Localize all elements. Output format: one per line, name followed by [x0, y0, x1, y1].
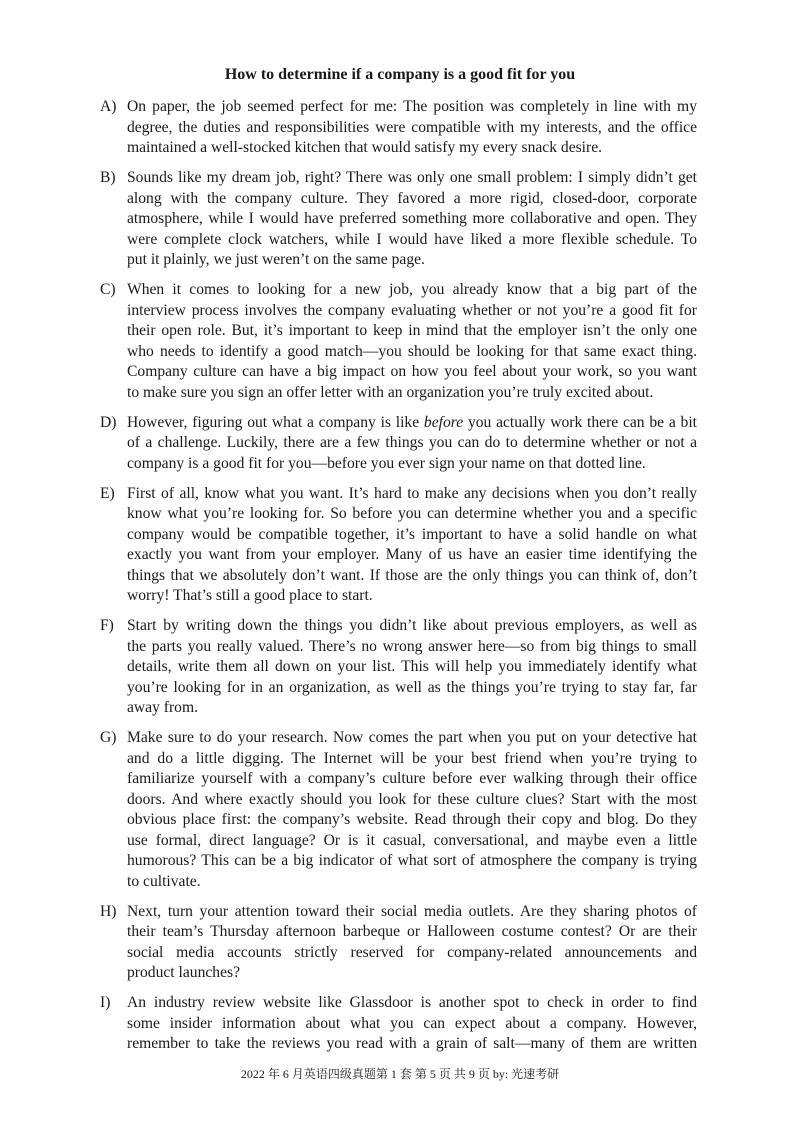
text-line: Sounds like my dream job, right? There was only one small problem: I simply didn’t get: [127, 169, 697, 186]
text-line: humorous? This can be a big indicator of what sort of atmosphere the company is trying: [127, 852, 697, 869]
paragraph-label: F): [100, 617, 114, 634]
text-line: Start by writing down the things you didn’t like about previous employers, as well as: [127, 617, 697, 634]
text-line: along with the company culture. They favored a more rigid, closed-door, corporate: [127, 189, 697, 207]
text-line: obvious place first: the company’s website. Read through their copy and blog. Do they: [127, 811, 697, 828]
paragraph-label: D): [100, 413, 117, 431]
text-line: put it plainly, we just weren’t on the same page.: [127, 251, 425, 268]
text-line: who needs to identify a good match—you should be looking for that same exact thing.: [127, 342, 697, 360]
paragraph-e: [100, 484, 697, 607]
text-line: some insider information about what you can expect about a company. However,: [127, 1014, 697, 1032]
text-line: company would be compatible together, it’s important to have a solid handle on what: [127, 525, 697, 543]
text-line: the parts you really valued. There’s no wrong answer here—so from big things to small: [127, 637, 697, 655]
text-line: of a challenge. Luckily, there are a few things you can do to determine whether or not a: [127, 434, 697, 451]
text-line: you’re looking for in an organization, as well as the things you’re trying to stay far, far: [127, 678, 697, 696]
paragraph-c: [100, 280, 697, 403]
text-line: First of all, know what you want. It’s hard to make any decisions when you don’t really: [127, 484, 697, 502]
paragraph-a: [100, 97, 697, 159]
text-line: know what you’re looking for. So before you can determine whether you and a specific: [127, 505, 697, 522]
article-body: [100, 97, 697, 1055]
text-line: were complete clock watchers, while I would have liked a more flexible schedule. To: [127, 230, 697, 248]
paragraph-label: B): [100, 169, 116, 186]
text-line: away from.: [127, 699, 199, 716]
paragraph-i: [100, 993, 697, 1055]
text-line: to cultivate.: [127, 872, 201, 890]
text-line: to make sure you sign an offer letter with an organization you’re truly excited about.: [127, 383, 654, 401]
text-line: exactly you want from your employer. Many of us have an easier time identifying the: [127, 546, 697, 563]
emphasized-text: before: [423, 413, 464, 431]
text-line: Next, turn your attention toward their social media outlets. Are they sharing photos of: [127, 902, 697, 920]
text-line: social media accounts strictly reserved for company-related announcements and: [127, 943, 697, 961]
paragraph-d: [100, 413, 697, 475]
text-line: [127, 413, 697, 434]
paragraph-g: [100, 728, 697, 892]
paragraph-label: E): [100, 484, 115, 502]
text-line: On paper, the job seemed perfect for me: The position was completely in line with my: [127, 98, 697, 115]
text-line: doors. And where exactly should you look for these culture clues? Start with the most: [127, 790, 697, 808]
text-line: degree, the duties and responsibilities were compatible with my interests, and the office: [127, 118, 697, 136]
text-line: An industry review website like Glassdoor is another spot to check in order to find: [127, 994, 697, 1011]
paragraph-label: A): [100, 98, 117, 115]
paragraph-b: [100, 168, 697, 271]
paragraph-h: [100, 902, 697, 984]
text-line: remember to take the reviews you read with a grain of salt—many of them are written: [127, 1035, 697, 1052]
text-line: their open role. But, it’s important to keep in mind that the employer isn’t the only one: [127, 322, 697, 339]
paragraph-label: H): [100, 902, 117, 920]
text-line: details, write them all down on your list. This will help you immediately identify what: [127, 658, 697, 675]
text-line: worry! That’s still a good place to start.: [127, 587, 373, 604]
text-line: their team’s Thursday afternoon barbeque or Halloween costume contest? Or are their: [127, 923, 697, 940]
text-line: interview process involves the company evaluating whether or not you’re a good fit for: [127, 301, 697, 319]
text-line: When it comes to looking for a new job, you already know that a big part of the: [127, 281, 697, 298]
text-line: atmosphere, while I would have preferred something more collaborative and open. They: [127, 210, 697, 227]
page-title: How to determine if a company is a good fit for you: [224, 66, 576, 83]
page-footer: 2022 年 6 月英语四级真题第 1 套 第 5 页 共 9 页 by: 光速考研: [240, 1067, 560, 1081]
text-line: Company culture can have a big impact on how you feel about your work, so you want: [127, 363, 697, 380]
text-span: you actually work there can be a bit: [463, 413, 697, 431]
paragraph-label: I): [100, 994, 111, 1011]
text-line: and do a little digging. The Internet will be your best friend when you’re trying to: [127, 749, 697, 767]
text-line: product launches?: [127, 964, 241, 981]
text-span: However, figuring out what a company is like: [127, 413, 424, 431]
text-line: use formal, direct language? Or is it casual, conversational, and maybe even a little: [127, 831, 697, 849]
text-line: things that we absolutely don’t want. If those are the only things you can think of, don’t: [127, 566, 697, 584]
text-line: familiarize yourself with a company’s culture before ever walking through their office: [127, 770, 697, 787]
text-line: company is a good fit for you—before you ever sign your name on that dotted line.: [127, 454, 646, 472]
paragraph-label: G): [100, 729, 117, 746]
paragraph-label: C): [100, 281, 116, 298]
text-line: Make sure to do your research. Now comes the part when you put on your detective hat: [127, 729, 697, 746]
paragraph-f: [100, 616, 697, 719]
text-line: maintained a well-stocked kitchen that would satisfy my every snack desire.: [127, 139, 603, 156]
